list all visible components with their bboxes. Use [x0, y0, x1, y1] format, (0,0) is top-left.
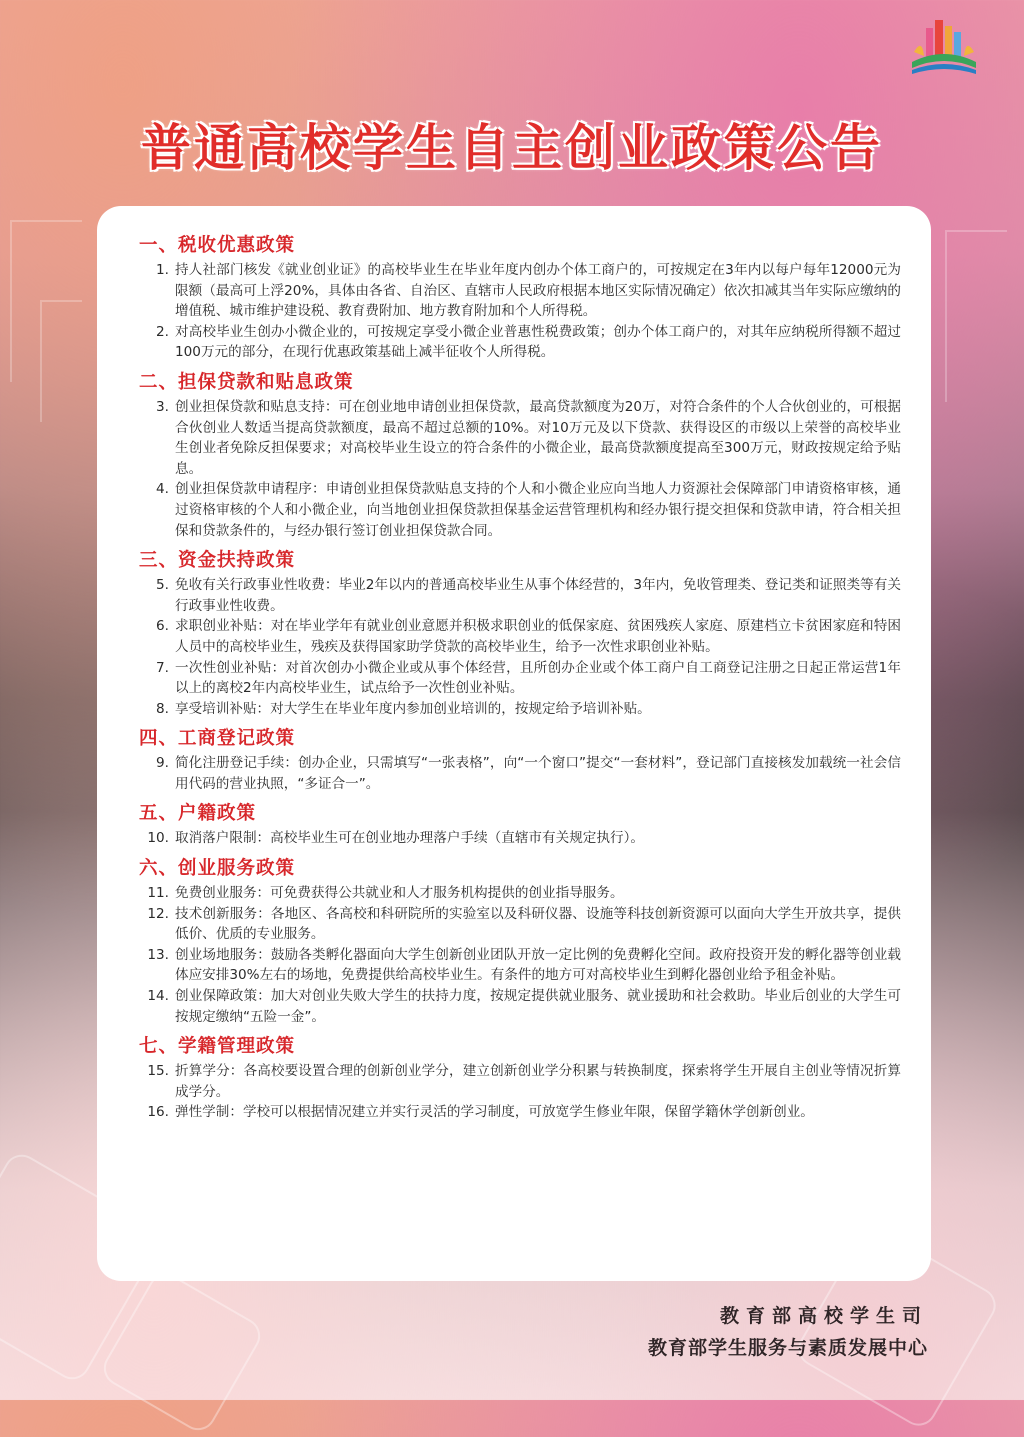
policy-item [139, 1061, 901, 1102]
item-text: 求职创业补贴：对在毕业学年有就业创业意愿并积极求职创业的低保家庭、贫困残疾人家庭、原建档立卡贫困家庭和特困人员中的高校毕业生，残疾及获得国家助学贷款的高校毕业生，给予一次性求职创业补贴。 [175, 618, 901, 655]
decorative-circuit-line [945, 230, 1007, 402]
item-number: 11. [147, 885, 169, 902]
issuer-line-2: 教育部学生服务与素质发展中心 [647, 1337, 928, 1359]
policy-section [139, 547, 901, 719]
item-number: 4. [156, 481, 169, 498]
policy-section [139, 725, 901, 794]
item-text: 取消落户限制：高校毕业生可在创业地办理落户手续（直辖市有关规定执行）。 [175, 830, 644, 847]
item-number: 7. [156, 659, 169, 676]
item-text: 创业担保贷款申请程序：申请创业担保贷款贴息支持的个人和小微企业应向当地人力资源社会保障部门申请资格审核，通过资格审核的个人和小微企业，向当地创业担保贷款担保基金运营管理机构和经办银行提交担保和贷款申请，符合相关担保和贷款条件的，与经办银行签订创业担保贷款合同。 [175, 481, 901, 539]
item-text: 对高校毕业生创办小微企业的，可按规定享受小微企业普惠性税费政策；创办个体工商户的，对其年应纳税所得额不超过100万元的部分，在现行优惠政策基础上减半征收个人所得税。 [175, 323, 901, 361]
section-heading: 二、担保贷款和贴息政策 [139, 371, 354, 393]
item-number: 14. [147, 988, 169, 1005]
section-heading: 四、工商登记政策 [139, 728, 296, 750]
issuer-line-1: 教育部高校学生司 [719, 1305, 928, 1327]
policy-item [139, 260, 901, 322]
item-text: 创业保障政策：加大对创业失败大学生的扶持力度，按规定提供就业服务、就业援助和社会救助。毕业后创业的大学生可按规定缴纳“五险一金”。 [175, 988, 901, 1025]
item-text: 免费创业服务：可免费获得公共就业和人才服务机构提供的创业指导服务。 [175, 885, 624, 902]
logo-icon [908, 16, 980, 80]
item-text: 折算学分：各高校要设置合理的创新创业学分，建立创新创业学分积累与转换制度，探索将学生开展自主创业等情况折算成学分。 [175, 1063, 901, 1100]
policy-item [139, 322, 901, 363]
item-number: 10. [147, 830, 169, 847]
item-number: 5. [156, 577, 169, 594]
policy-item [139, 616, 901, 657]
item-number: 8. [156, 700, 169, 717]
item-text: 技术创新服务：各地区、各高校和科研院所的实验室以及科研仪器、设施等科技创新资源可以面向大学生开放共享，提供低价、优质的专业服务。 [175, 905, 901, 943]
item-text: 创业场地服务：鼓励各类孵化器面向大学生创新创业团队开放一定比例的免费孵化空间。政府投资开发的孵化器等创业载体应安排30%左右的场地，免费提供给高校毕业生。有条件的地方可对高校毕业生到孵化器创业给予租金补贴。 [175, 946, 901, 984]
policy-item [139, 904, 901, 945]
item-number: 12. [147, 905, 169, 922]
policy-item [139, 397, 901, 479]
item-number: 6. [156, 618, 169, 635]
item-text: 简化注册登记手续：创办企业，只需填写“一张表格”，向“一个窗口”提交“一套材料”，登记部门直接核发加载统一社会信用代码的营业执照，“多证合一”。 [175, 755, 901, 792]
policy-item [139, 575, 901, 616]
policy-item [139, 945, 901, 986]
section-heading: 一、税收优惠政策 [139, 235, 296, 256]
policy-section [139, 232, 901, 363]
item-number: 1. [156, 262, 169, 278]
policy-section [139, 800, 901, 849]
section-heading: 六、创业服务政策 [139, 858, 296, 880]
item-text: 免收有关行政事业性收费：毕业2年以内的普通高校毕业生从事个体经营的，3年内，免收管理类、登记类和证照类等有关行政事业性收费。 [175, 577, 901, 614]
item-text: 弹性学制：学校可以根据情况建立并实行灵活的学习制度，可放宽学生修业年限，保留学籍休学创新创业。 [175, 1104, 814, 1121]
policy-card [97, 206, 931, 1281]
section-heading: 三、资金扶持政策 [139, 550, 296, 572]
section-heading: 七、学籍管理政策 [139, 1036, 296, 1058]
policy-item [139, 828, 901, 849]
item-number: 15. [147, 1063, 169, 1080]
item-text: 享受培训补贴：对大学生在毕业年度内参加创业培训的，按规定给予培训补贴。 [175, 700, 651, 717]
policy-item [139, 883, 901, 904]
page-title: 普通高校学生自主创业政策公告 [141, 119, 883, 177]
section-heading: 五、户籍政策 [139, 803, 257, 825]
policy-item [139, 479, 901, 541]
item-number: 13. [147, 946, 169, 963]
decorative-circuit-line [40, 300, 82, 422]
policy-section [139, 369, 901, 541]
policy-item [139, 658, 901, 699]
item-text: 创业担保贷款和贴息支持：可在创业地申请创业担保贷款，最高贷款额度为20万，对符合条件的个人合伙创业的，可根据合伙创业人数适当提高贷款额度，最高不超过总额的10%。对10万元及以下贷款、获得设区的市级以上荣誉的高校毕业生创业者免除反担保要求；对高校毕业生设立的符合条件的小微企业，最高贷款额度提高至300万元，财政按规定给予贴息。 [175, 398, 901, 477]
item-number: 2. [156, 323, 169, 340]
item-number: 3. [156, 398, 169, 415]
item-text: 一次性创业补贴：对首次创办小微企业或从事个体经营，且所创办企业或个体工商户自工商登记注册之日起正常运营1年以上的离校2年内高校毕业生，试点给予一次性创业补贴。 [175, 659, 901, 697]
policy-item [139, 1102, 901, 1123]
policy-section [139, 1033, 901, 1123]
item-text: 持人社部门核发《就业创业证》的高校毕业生在毕业年度内创办个体工商户的，可按规定在3年内以每户每年12000元为限额（最高可上浮20%，具体由各省、自治区、直辖市人民政府根据本地区实际情况确定）依次扣减其当年实际应缴纳的增值税、城市维护建设税、教育费附加、地方教育附加和个人所得税。 [175, 262, 901, 320]
issuer-block [648, 1300, 928, 1364]
policy-item [139, 753, 901, 794]
item-number: 16. [147, 1104, 169, 1121]
policy-item [139, 699, 901, 720]
policy-item [139, 986, 901, 1027]
policy-section [139, 855, 901, 1027]
item-number: 9. [156, 755, 169, 772]
